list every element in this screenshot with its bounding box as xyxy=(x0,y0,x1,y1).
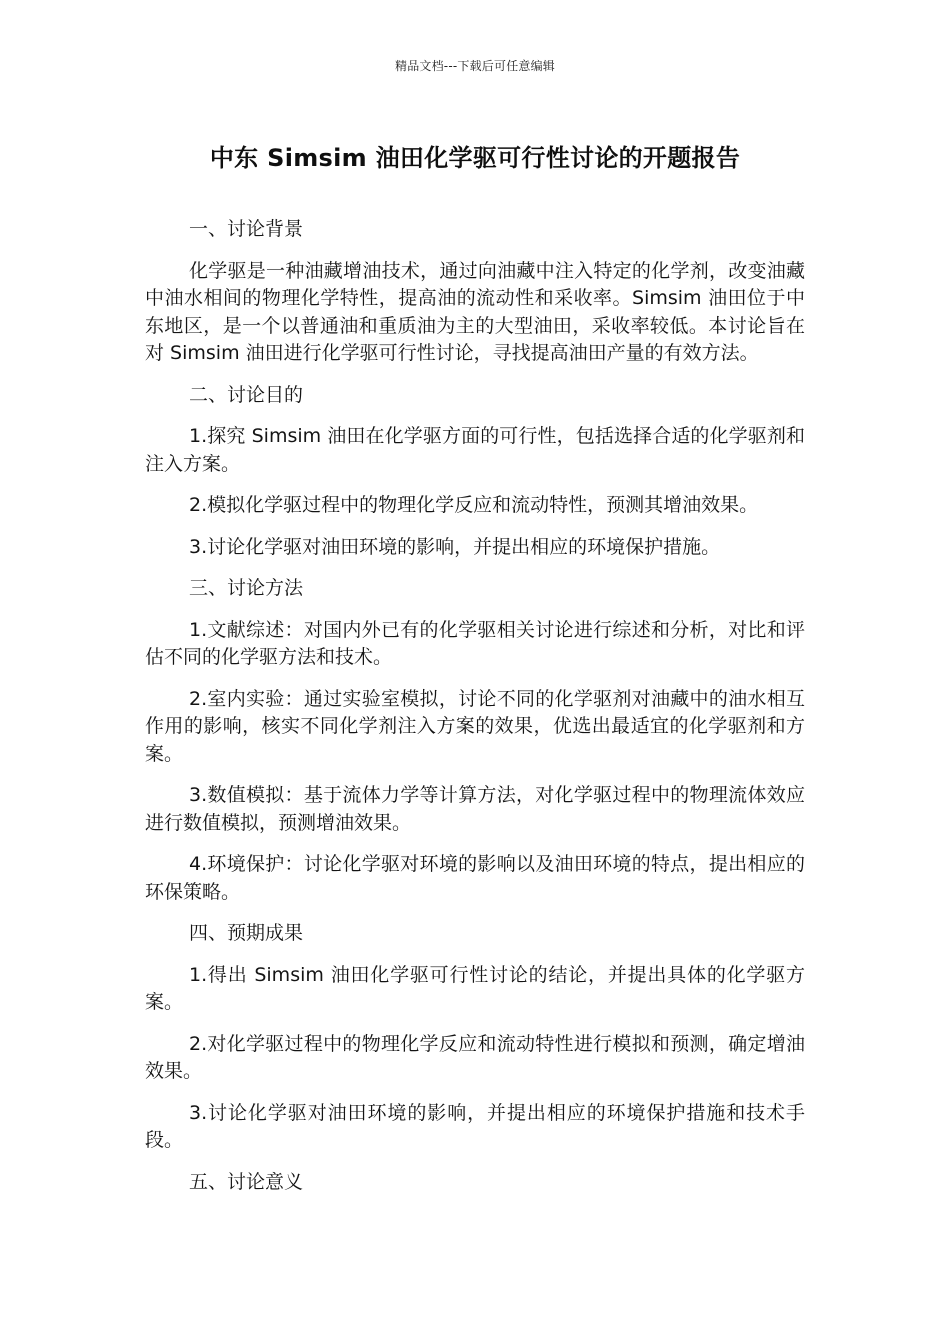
document-body xyxy=(145,216,805,1210)
section-heading-significance: 五、讨论意义 xyxy=(189,1170,304,1193)
section-heading-expected: 四、预期成果 xyxy=(189,922,304,944)
objective-item: 3.讨论化学驱对油田环境的影响，并提出相应的环境保护措施。 xyxy=(189,535,721,558)
method-item: 2.室内实验：通过实验室模拟，讨论不同的化学驱剂对油藏中的油水相互作用的影响，核实不同化学剂注入方案的效果，优选出最适宜的化学驱剂和方案。 xyxy=(145,687,805,765)
section-heading-objectives: 二、讨论目的 xyxy=(189,383,304,406)
objective-item: 2.模拟化学驱过程中的物理化学反应和流动特性，预测其增油效果。 xyxy=(189,494,759,516)
expected-item: 2.对化学驱过程中的物理化学反应和流动特性进行模拟和预测，确定增油效果。 xyxy=(145,1032,805,1082)
document-title: 中东 Simsim 油田化学驱可行性讨论的开题报告 xyxy=(209,144,741,172)
expected-item: 3.讨论化学驱对油田环境的影响，并提出相应的环境保护措施和技术手段。 xyxy=(145,1101,805,1151)
background-paragraph: 化学驱是一种油藏增油技术，通过向油藏中注入特定的化学剂，改变油藏中油水相间的物理化学特性，提高油的流动性和采收率。Simsim 油田位于中东地区，是一个以普通油和重质油为主的大型油田，采收率较低。本讨论旨在对 Simsim 油田进行化学驱可行性讨论，寻找提高油田产量的有效方法。 xyxy=(145,259,805,364)
method-item: 3.数值模拟：基于流体力学等计算方法，对化学驱过程中的物理流体效应进行数值模拟，预测增油效果。 xyxy=(145,784,805,834)
objective-item: 1.探究 Simsim 油田在化学驱方面的可行性，包括选择合适的化学驱剂和注入方案。 xyxy=(145,425,805,475)
method-item: 4.环境保护：讨论化学驱对环境的影响以及油田环境的特点，提出相应的环保策略。 xyxy=(145,853,805,903)
section-heading-background: 一、讨论背景 xyxy=(189,218,304,240)
expected-item: 1.得出 Simsim 油田化学驱可行性讨论的结论，并提出具体的化学驱方案。 xyxy=(145,963,805,1013)
header-note: 精品文档---下载后可任意编辑 xyxy=(395,59,555,73)
method-item: 1.文献综述：对国内外已有的化学驱相关讨论进行综述和分析，对比和评估不同的化学驱方法和技术。 xyxy=(145,618,805,668)
section-heading-methods: 三、讨论方法 xyxy=(189,577,304,599)
